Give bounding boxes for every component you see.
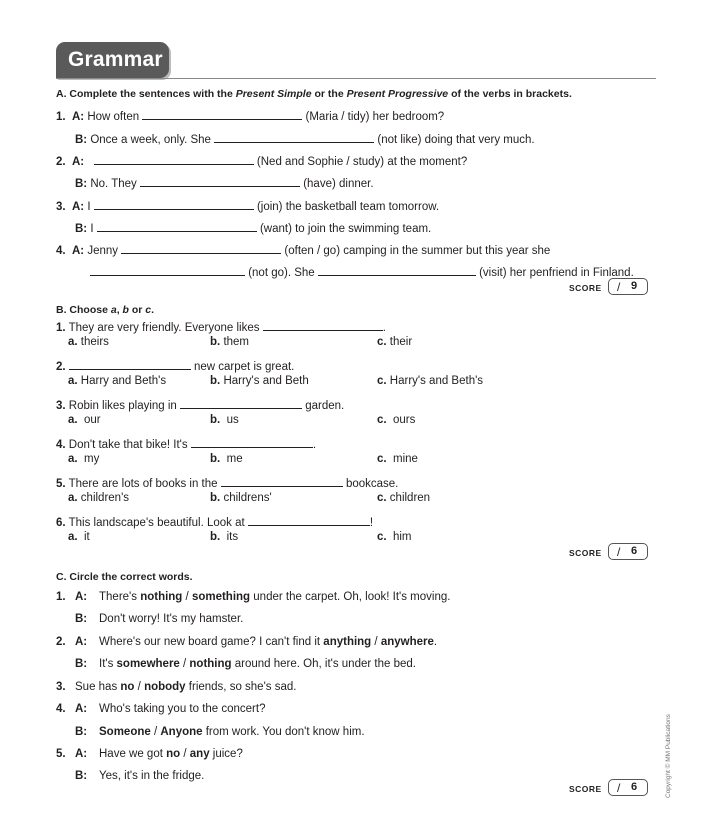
option-letter: b. xyxy=(210,531,221,543)
instr-em: Present Simple xyxy=(235,88,312,100)
item-number: 2. xyxy=(56,636,66,648)
option-letter: a. xyxy=(68,453,78,465)
b-question-2 xyxy=(56,358,294,373)
instr-text: B. Choose xyxy=(56,304,111,316)
score-slash: / xyxy=(617,781,621,795)
section-c-instruction: C. Circle the correct words. xyxy=(56,571,193,583)
speaker-label: A: xyxy=(71,156,85,168)
score-total: 9 xyxy=(631,280,638,292)
sentence-text: / xyxy=(371,636,381,648)
speaker-label: B: xyxy=(75,770,88,782)
item-number: 2. xyxy=(56,156,66,168)
sentence-text: They are very friendly. Everyone likes xyxy=(68,322,260,334)
instr-text: or xyxy=(128,304,146,316)
a-line-6 xyxy=(75,220,431,235)
option-text: ours xyxy=(392,414,416,426)
choice-word[interactable]: no xyxy=(120,681,135,693)
sentence-text: No. They xyxy=(90,178,137,190)
b-option-b[interactable] xyxy=(210,453,243,465)
option-text: me xyxy=(226,453,243,465)
answer-blank[interactable] xyxy=(121,242,281,254)
item-number: 1. xyxy=(56,111,66,123)
instr-text: . xyxy=(151,304,155,316)
instr-em: b xyxy=(122,304,129,316)
b-question-1 xyxy=(56,319,386,334)
speaker-label: A: xyxy=(71,111,85,123)
b-option-b[interactable] xyxy=(210,414,239,426)
score-total: 6 xyxy=(631,545,638,557)
instr-text: or the xyxy=(311,88,347,100)
sentence-text: This landscape's beautiful. Look at xyxy=(68,517,245,529)
choice-word[interactable]: anything xyxy=(323,636,372,648)
choice-word[interactable]: any xyxy=(189,748,210,760)
sentence-text: . xyxy=(382,322,386,334)
option-text: theirs xyxy=(80,336,109,348)
option-text: mine xyxy=(392,453,418,465)
option-text: Harry's and Beth's xyxy=(389,375,484,387)
answer-blank[interactable] xyxy=(221,475,343,487)
a-line-3 xyxy=(56,153,467,168)
section-b-instruction xyxy=(56,304,154,316)
score-slash: / xyxy=(617,545,621,559)
speaker-label: B: xyxy=(75,178,88,190)
item-number: 3. xyxy=(56,681,66,693)
sentence-text: Jenny xyxy=(87,245,119,257)
sentence-text: juice? xyxy=(209,748,243,760)
sentence-text: Once a week, only. She xyxy=(90,134,211,146)
b-question-4 xyxy=(56,436,316,451)
answer-blank[interactable] xyxy=(191,436,313,448)
speaker-label: A: xyxy=(71,201,85,213)
score-total: 6 xyxy=(631,781,638,793)
score-box xyxy=(608,278,648,295)
option-letter: c. xyxy=(377,531,387,543)
sentence-text: new carpet is great. xyxy=(194,361,295,373)
speaker-label: B: xyxy=(75,134,88,146)
score-label: SCORE xyxy=(569,283,602,293)
a-line-7 xyxy=(56,242,550,257)
answer-blank[interactable] xyxy=(263,319,383,331)
b-option-a[interactable] xyxy=(68,414,101,426)
a-line-1 xyxy=(56,108,444,123)
answer-blank[interactable] xyxy=(94,153,254,165)
answer-blank[interactable] xyxy=(142,108,302,120)
choice-word[interactable]: something xyxy=(191,591,251,603)
choice-word[interactable]: Anyone xyxy=(160,726,203,738)
item-number: 4. xyxy=(56,439,66,451)
sentence-text: . xyxy=(433,636,438,648)
option-letter: c. xyxy=(377,414,387,426)
choice-word[interactable]: nothing xyxy=(140,591,183,603)
instr-text: , xyxy=(116,304,123,316)
c-line xyxy=(56,748,243,760)
answer-blank[interactable] xyxy=(180,397,302,409)
instr-em: a xyxy=(110,304,117,316)
b-option-a[interactable] xyxy=(68,375,166,387)
option-text: Harry's and Beth xyxy=(223,375,309,387)
option-text: its xyxy=(226,531,239,543)
sentence-text: (join) the basketball team tomorrow. xyxy=(256,201,440,213)
sentence-text: Robin likes playing in xyxy=(68,400,177,412)
b-option-c[interactable] xyxy=(377,492,430,504)
sentence-text: (often / go) camping in the summer but this year she xyxy=(284,245,551,257)
speaker-label: A: xyxy=(75,748,88,760)
instr-text: A. Complete the sentences with the xyxy=(56,88,236,100)
answer-blank[interactable] xyxy=(318,264,476,276)
item-number: 1. xyxy=(56,591,66,603)
option-letter: b. xyxy=(210,453,221,465)
b-question-5 xyxy=(56,475,398,490)
option-letter: a. xyxy=(68,336,78,348)
speaker-label: B: xyxy=(75,613,88,625)
sentence-text: (not like) doing that very much. xyxy=(377,134,535,146)
sentence-text: There's xyxy=(99,591,141,603)
option-letter: a. xyxy=(68,492,78,504)
option-text: their xyxy=(389,336,413,348)
sentence-text: I xyxy=(90,223,94,235)
a-line-2 xyxy=(75,131,535,146)
option-letter: c. xyxy=(377,453,387,465)
speaker-label: B: xyxy=(75,223,88,235)
sentence-text: Sue has xyxy=(75,681,121,693)
sentence-text: ! xyxy=(369,517,374,529)
speaker-label: B: xyxy=(75,658,88,670)
option-text: Harry and Beth's xyxy=(80,375,167,387)
sentence-text: under the carpet. Oh, look! It's moving. xyxy=(250,591,451,603)
option-text: children's xyxy=(80,492,130,504)
c-line xyxy=(56,591,450,603)
title-underline xyxy=(56,78,656,79)
choice-word[interactable]: nothing xyxy=(189,658,232,670)
speaker-label: A: xyxy=(75,636,88,648)
sentence-text: / xyxy=(179,658,190,670)
sentence-text: / xyxy=(150,726,161,738)
item-number: 1. xyxy=(56,322,66,334)
c-line xyxy=(56,658,416,670)
sentence-text: (not go). She xyxy=(248,267,315,279)
sentence-text: I xyxy=(87,201,91,213)
sentence-text: from work. You don't know him. xyxy=(202,726,365,738)
sentence-text: Yes, it's in the fridge. xyxy=(99,770,205,782)
choice-word[interactable]: somewhere xyxy=(116,658,180,670)
sentence-text: garden. xyxy=(305,400,345,412)
option-letter: b. xyxy=(210,492,221,504)
sentence-text: Have we got xyxy=(99,748,167,760)
score-slash: / xyxy=(617,280,621,294)
item-number: 3. xyxy=(56,400,66,412)
copyright-note: Copyright © MM Publications xyxy=(665,714,672,798)
sentence-text: (Maria / tidy) her bedroom? xyxy=(305,111,445,123)
b-option-b[interactable] xyxy=(210,375,309,387)
item-number: 5. xyxy=(56,748,66,760)
section-title-tab xyxy=(56,42,169,78)
choice-word[interactable]: nobody xyxy=(144,681,186,693)
b-question-6 xyxy=(56,514,373,529)
choice-word[interactable]: no xyxy=(166,748,181,760)
b-option-b[interactable] xyxy=(210,531,238,543)
b-option-a[interactable] xyxy=(68,492,129,504)
option-text: us xyxy=(226,414,239,426)
a-line-5 xyxy=(56,198,439,213)
c-line xyxy=(56,636,437,648)
option-letter: a. xyxy=(68,531,78,543)
answer-blank[interactable] xyxy=(69,358,191,370)
choice-word[interactable]: anywhere xyxy=(380,636,434,648)
option-text: my xyxy=(83,453,100,465)
c-line xyxy=(56,726,365,738)
sentence-text: Who's taking you to the concert? xyxy=(99,703,266,715)
sentence-text: It's xyxy=(99,658,117,670)
answer-blank[interactable] xyxy=(94,198,254,210)
option-letter: c. xyxy=(377,375,387,387)
item-number: 5. xyxy=(56,478,66,490)
b-option-c[interactable] xyxy=(377,453,418,465)
instr-em: Present Progressive xyxy=(346,88,449,100)
answer-blank[interactable] xyxy=(90,264,245,276)
option-text: our xyxy=(83,414,101,426)
b-option-c[interactable] xyxy=(377,414,415,426)
answer-blank[interactable] xyxy=(140,175,300,187)
b-option-c[interactable] xyxy=(377,531,412,543)
c-line xyxy=(56,613,243,625)
option-letter: a. xyxy=(68,375,78,387)
sentence-text: around here. Oh, it's under the bed. xyxy=(231,658,416,670)
option-text: him xyxy=(392,531,412,543)
option-letter: b. xyxy=(210,375,221,387)
sentence-text: / xyxy=(134,681,145,693)
instr-em: c xyxy=(145,304,152,316)
b-option-a[interactable] xyxy=(68,336,109,348)
item-number: 2. xyxy=(56,361,66,373)
choice-word[interactable]: Someone xyxy=(99,726,151,738)
answer-blank[interactable] xyxy=(214,131,374,143)
answer-blank[interactable] xyxy=(248,514,370,526)
option-letter: a. xyxy=(68,414,78,426)
item-number: 6. xyxy=(56,517,66,529)
item-number: 4. xyxy=(56,245,66,257)
sentence-text: Where's our new board game? I can't find it xyxy=(99,636,324,648)
sentence-text: Don't worry! It's my hamster. xyxy=(99,613,244,625)
c-line xyxy=(56,703,265,715)
sentence-text: / xyxy=(182,591,192,603)
answer-blank[interactable] xyxy=(97,220,257,232)
page-title: Grammar xyxy=(68,48,163,71)
score-label: SCORE xyxy=(569,784,602,794)
b-option-a[interactable] xyxy=(68,531,90,543)
score-box xyxy=(608,779,648,796)
speaker-label: A: xyxy=(71,245,85,257)
sentence-text: (visit) her penfriend in Finland. xyxy=(479,267,634,279)
b-option-b[interactable] xyxy=(210,492,272,504)
b-option-c[interactable] xyxy=(377,375,483,387)
b-question-3 xyxy=(56,397,344,412)
sentence-text: friends, so she's sad. xyxy=(185,681,297,693)
sentence-text: How often xyxy=(87,111,140,123)
b-option-a[interactable] xyxy=(68,453,99,465)
option-text: children xyxy=(389,492,431,504)
a-line-4 xyxy=(75,175,374,190)
section-a-instruction xyxy=(56,88,572,100)
sentence-text: bookcase. xyxy=(345,478,399,490)
c-line xyxy=(56,681,296,693)
option-letter: c. xyxy=(377,336,387,348)
sentence-text: There are lots of books in the xyxy=(68,478,218,490)
speaker-label: A: xyxy=(75,703,88,715)
sentence-text: . xyxy=(312,439,317,451)
speaker-label: B: xyxy=(75,726,88,738)
option-letter: c. xyxy=(377,492,387,504)
b-option-b[interactable] xyxy=(210,336,249,348)
score-label: SCORE xyxy=(569,548,602,558)
item-number: 4. xyxy=(56,703,66,715)
instr-text: of the verbs in brackets. xyxy=(448,88,572,100)
sentence-text: (Ned and Sophie / study) at the moment? xyxy=(256,156,468,168)
sentence-text: Don't take that bike! It's xyxy=(68,439,188,451)
option-text: it xyxy=(83,531,90,543)
a-line-8 xyxy=(90,264,634,279)
sentence-text: (have) dinner. xyxy=(303,178,374,190)
option-text: childrens' xyxy=(223,492,272,504)
sentence-text: / xyxy=(180,748,190,760)
option-letter: b. xyxy=(210,414,221,426)
option-letter: b. xyxy=(210,336,221,348)
score-box xyxy=(608,543,648,560)
item-number: 3. xyxy=(56,201,66,213)
sentence-text: (want) to join the swimming team. xyxy=(259,223,432,235)
speaker-label: A: xyxy=(75,591,88,603)
c-line xyxy=(56,770,204,782)
b-option-c[interactable] xyxy=(377,336,412,348)
option-text: them xyxy=(223,336,250,348)
